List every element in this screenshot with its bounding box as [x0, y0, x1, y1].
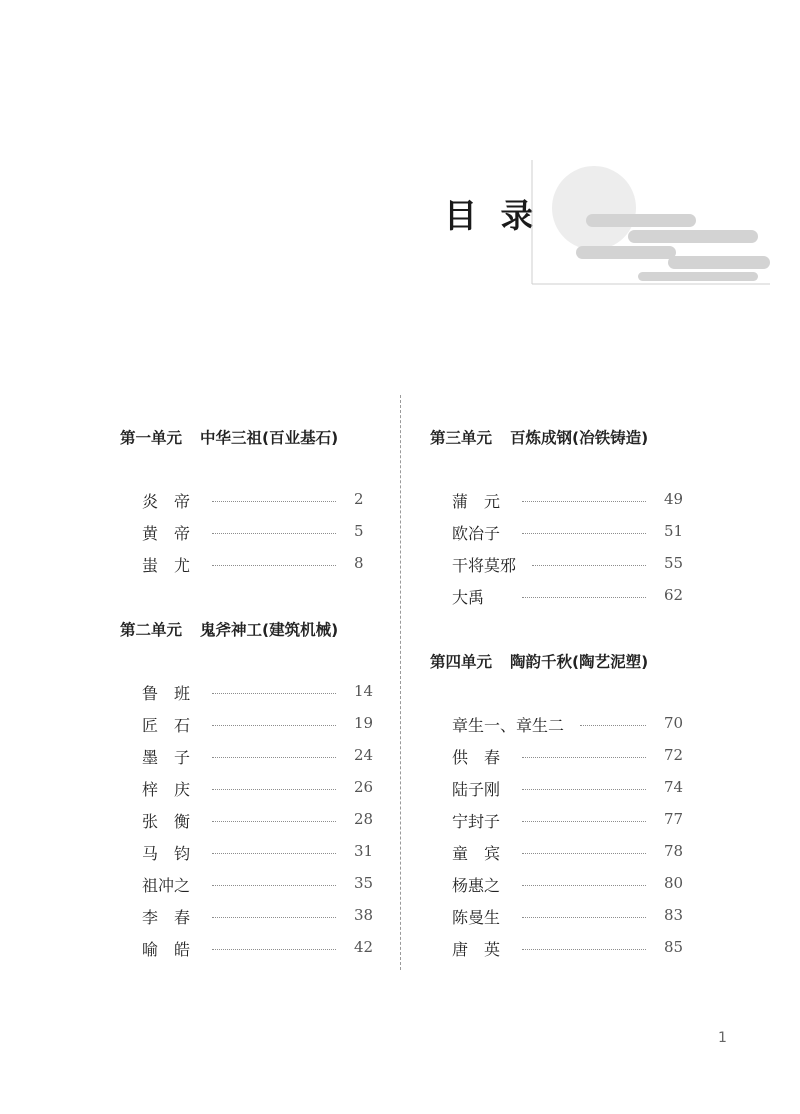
dot-leader — [522, 821, 646, 822]
entry-name: 供 春 — [452, 748, 501, 767]
dot-leader — [522, 949, 646, 950]
toc-entry[interactable] — [142, 681, 382, 705]
toc-entry[interactable] — [452, 521, 692, 545]
unit-name: 陶韵千秋(陶艺泥塑) — [510, 653, 649, 671]
entry-name: 蒲 元 — [452, 492, 501, 511]
toc-entry[interactable] — [452, 553, 692, 577]
entry-page: 26 — [354, 778, 374, 796]
toc-entry[interactable] — [452, 841, 692, 865]
page-number: 1 — [718, 1030, 727, 1046]
entry-name: 梓 庆 — [142, 780, 191, 799]
unit-name: 百炼成钢(冶铁铸造) — [510, 429, 649, 447]
unit-heading — [120, 426, 338, 448]
entry-page: 31 — [354, 842, 374, 860]
dot-leader — [212, 565, 336, 566]
entry-name: 章生一、章生二 — [452, 716, 565, 735]
entry-page: 19 — [354, 714, 374, 732]
toc-entry[interactable] — [452, 713, 692, 737]
unit-number: 第二单元 — [120, 621, 183, 639]
entry-page: 83 — [664, 906, 684, 924]
toc-entry[interactable] — [452, 777, 692, 801]
dot-leader — [212, 821, 336, 822]
toc-entry[interactable] — [142, 809, 382, 833]
toc-entry[interactable] — [452, 489, 692, 513]
title-block — [440, 160, 770, 290]
entry-page: 55 — [664, 554, 684, 572]
toc-entry[interactable] — [142, 905, 382, 929]
toc-entry[interactable] — [142, 553, 382, 577]
dot-leader — [212, 693, 336, 694]
dot-leader — [522, 533, 646, 534]
entry-name: 杨惠之 — [452, 876, 501, 895]
entry-name: 童 宾 — [452, 844, 501, 863]
entry-name: 陈曼生 — [452, 908, 501, 927]
entry-page: 8 — [354, 554, 364, 572]
unit-heading — [430, 650, 648, 672]
toc-entry[interactable] — [452, 809, 692, 833]
entry-name: 祖冲之 — [142, 876, 191, 895]
toc-entry[interactable] — [452, 745, 692, 769]
toc-entry[interactable] — [452, 937, 692, 961]
toc-entry[interactable] — [142, 713, 382, 737]
entry-name: 马 钧 — [142, 844, 191, 863]
entry-page: 62 — [664, 586, 684, 604]
unit-number: 第三单元 — [430, 429, 493, 447]
toc-entry[interactable] — [452, 585, 692, 609]
entry-page: 77 — [664, 810, 684, 828]
entry-page: 70 — [664, 714, 684, 732]
entry-page: 5 — [354, 522, 364, 540]
dot-leader — [532, 565, 646, 566]
toc-entry[interactable] — [452, 905, 692, 929]
toc-entry[interactable] — [142, 873, 382, 897]
unit-number: 第四单元 — [430, 653, 493, 671]
dot-leader — [522, 885, 646, 886]
entry-page: 51 — [664, 522, 684, 540]
unit-name: 中华三祖(百业基石) — [200, 429, 339, 447]
entry-page: 2 — [354, 490, 364, 508]
entry-page: 85 — [664, 938, 684, 956]
entry-name: 宁封子 — [452, 812, 501, 831]
entry-name: 干将莫邪 — [452, 556, 517, 575]
entry-page: 74 — [664, 778, 684, 796]
entry-page: 72 — [664, 746, 684, 764]
unit-number: 第一单元 — [120, 429, 183, 447]
dot-leader — [522, 501, 646, 502]
dot-leader — [212, 789, 336, 790]
column-divider — [400, 395, 401, 970]
entry-page: 28 — [354, 810, 374, 828]
entry-name: 李 春 — [142, 908, 191, 927]
unit-name: 鬼斧神工(建筑机械) — [200, 621, 339, 639]
entry-page: 49 — [664, 490, 684, 508]
dot-leader — [212, 949, 336, 950]
entry-page: 78 — [664, 842, 684, 860]
page-title: 目 录 — [444, 196, 540, 235]
entry-name: 黄 帝 — [142, 524, 191, 543]
entry-name: 墨 子 — [142, 748, 191, 767]
entry-page: 80 — [664, 874, 684, 892]
dot-leader — [522, 917, 646, 918]
dot-leader — [212, 885, 336, 886]
unit-heading — [430, 426, 648, 448]
dot-leader — [580, 725, 646, 726]
entry-name: 唐 英 — [452, 940, 501, 959]
dot-leader — [212, 917, 336, 918]
dot-leader — [212, 533, 336, 534]
entry-page: 42 — [354, 938, 374, 956]
dot-leader — [212, 853, 336, 854]
entry-page: 24 — [354, 746, 374, 764]
dot-leader — [212, 757, 336, 758]
entry-page: 14 — [354, 682, 374, 700]
entry-name: 喻 皓 — [142, 940, 191, 959]
dot-leader — [522, 597, 646, 598]
dot-leader — [522, 853, 646, 854]
entry-name: 炎 帝 — [142, 492, 191, 511]
toc-entry[interactable] — [452, 873, 692, 897]
toc-entry[interactable] — [142, 777, 382, 801]
entry-name: 陆子刚 — [452, 780, 501, 799]
entry-name: 张 衡 — [142, 812, 191, 831]
toc-entry[interactable] — [142, 521, 382, 545]
entry-name: 蚩 尤 — [142, 556, 191, 575]
entry-name: 匠 石 — [142, 716, 191, 735]
dot-leader — [212, 725, 336, 726]
cloud-moon-decoration — [528, 160, 770, 286]
entry-page: 35 — [354, 874, 374, 892]
unit-heading — [120, 618, 338, 640]
entry-name: 大禹 — [452, 588, 485, 607]
dot-leader — [212, 501, 336, 502]
entry-page: 38 — [354, 906, 374, 924]
toc-entry[interactable] — [142, 937, 382, 961]
toc-entry[interactable] — [142, 489, 382, 513]
dot-leader — [522, 757, 646, 758]
toc-entry[interactable] — [142, 841, 382, 865]
entry-name: 鲁 班 — [142, 684, 191, 703]
dot-leader — [522, 789, 646, 790]
entry-name: 欧冶子 — [452, 524, 501, 543]
toc-entry[interactable] — [142, 745, 382, 769]
